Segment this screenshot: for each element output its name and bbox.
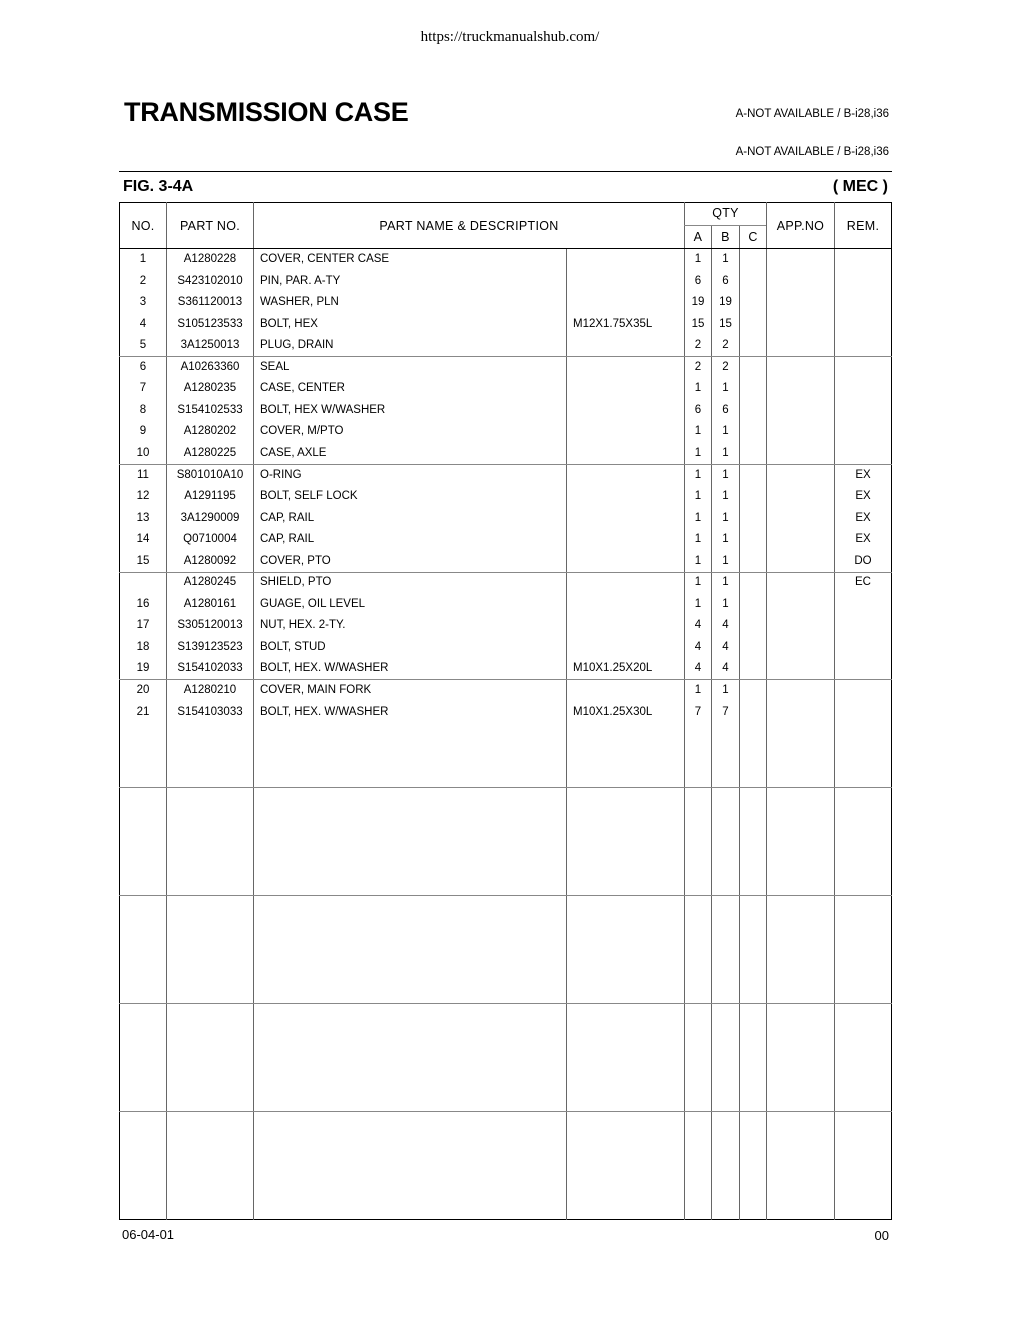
cell-no: 9 bbox=[139, 425, 147, 438]
cell-qty-b: 19 bbox=[719, 296, 732, 309]
cell-qty-a: 1 bbox=[694, 533, 702, 546]
cell-no: 10 bbox=[136, 446, 150, 459]
cell-qty-b: 1 bbox=[722, 597, 729, 610]
header-divider bbox=[119, 171, 892, 172]
table-header-divider bbox=[119, 248, 892, 249]
cell-no: 21 bbox=[136, 705, 150, 718]
cell-qty-a: 15 bbox=[691, 317, 705, 330]
cell-part-name: BOLT, STUD bbox=[260, 640, 326, 653]
cell-part-name: PLUG, DRAIN bbox=[260, 339, 334, 352]
cell-part-no: S801010A10 bbox=[176, 468, 244, 481]
page-url: https://truckmanualshub.com/ bbox=[420, 29, 600, 45]
footer-page-number: 00 bbox=[874, 1228, 889, 1243]
row-group-divider bbox=[119, 1111, 892, 1112]
cell-qty-b: 1 bbox=[722, 446, 729, 459]
cell-part-no: A1280228 bbox=[183, 253, 237, 265]
cell-part-name: BOLT, SELF LOCK bbox=[260, 490, 358, 503]
cell-qty-b: 4 bbox=[722, 640, 729, 653]
column-divider bbox=[253, 202, 254, 1220]
cell-qty-b: 1 bbox=[722, 554, 729, 567]
cell-qty-a: 4 bbox=[694, 662, 702, 675]
footer-date: 06-04-01 bbox=[122, 1227, 175, 1242]
cell-qty-b: 1 bbox=[722, 533, 729, 546]
availability-note-2: A-NOT AVAILABLE / B-i28,i36 bbox=[735, 146, 889, 158]
cell-qty-a: 4 bbox=[694, 619, 702, 632]
cell-part-no: S105123533 bbox=[177, 317, 243, 330]
header-qty: QTY bbox=[712, 206, 739, 220]
cell-qty-a: 6 bbox=[694, 403, 702, 416]
column-divider bbox=[766, 202, 767, 1220]
cell-no: 16 bbox=[136, 597, 150, 610]
cell-part-no: A1280202 bbox=[183, 425, 237, 438]
row-group-divider bbox=[119, 787, 892, 788]
cell-qty-b: 2 bbox=[722, 360, 729, 373]
cell-no: 11 bbox=[137, 468, 149, 481]
cell-rem: EX bbox=[855, 511, 871, 524]
cell-qty-a: 1 bbox=[694, 511, 702, 524]
cell-qty-a: 1 bbox=[694, 684, 702, 696]
cell-rem: DO bbox=[854, 554, 872, 567]
cell-part-no: S154102533 bbox=[177, 403, 243, 416]
cell-part-name: COVER, CENTER CASE bbox=[260, 253, 390, 265]
cell-part-name: SEAL bbox=[260, 360, 290, 373]
cell-qty-b: 1 bbox=[722, 490, 729, 503]
column-divider bbox=[711, 226, 712, 1220]
cell-no: 2 bbox=[139, 274, 147, 287]
cell-no: 4 bbox=[139, 317, 147, 330]
cell-spec: M10X1.25X30L bbox=[573, 705, 653, 718]
cell-part-name: CASE, CENTER bbox=[260, 382, 345, 395]
cell-part-name: WASHER, PLN bbox=[260, 296, 339, 309]
cell-qty-b: 1 bbox=[722, 511, 729, 524]
cell-part-no: S305120013 bbox=[177, 619, 243, 632]
header-no: NO. bbox=[131, 219, 155, 233]
cell-part-no: A1280225 bbox=[183, 446, 237, 459]
cell-rem: EC bbox=[855, 576, 871, 589]
cell-part-no: A1280235 bbox=[183, 382, 237, 395]
cell-qty-b: 1 bbox=[722, 468, 729, 481]
cell-no: 17 bbox=[136, 619, 150, 632]
cell-part-no: 3A1250013 bbox=[180, 339, 240, 352]
cell-part-no: A1280210 bbox=[183, 684, 237, 696]
cell-qty-a: 7 bbox=[694, 705, 702, 718]
header-qty-c: C bbox=[748, 230, 758, 244]
column-divider bbox=[566, 249, 567, 1220]
cell-rem: EX bbox=[855, 490, 871, 503]
cell-spec: M12X1.75X35L bbox=[573, 317, 653, 330]
section-label: ( MEC ) bbox=[832, 178, 888, 195]
cell-part-name: BOLT, HEX W/WASHER bbox=[260, 403, 386, 416]
cell-part-no: A10263360 bbox=[180, 360, 240, 373]
header-rem: REM. bbox=[846, 219, 880, 233]
cell-no: 20 bbox=[136, 684, 150, 696]
cell-no: 18 bbox=[136, 640, 150, 653]
cell-no: 1 bbox=[139, 253, 147, 265]
row-group-divider bbox=[119, 356, 892, 357]
cell-part-name: COVER, M/PTO bbox=[260, 425, 344, 438]
cell-no: 6 bbox=[139, 360, 147, 373]
header-part-no: PART NO. bbox=[179, 219, 241, 233]
cell-part-no: A1280161 bbox=[183, 597, 237, 610]
cell-part-name: CAP, RAIL bbox=[260, 511, 315, 524]
header-qty-b: B bbox=[721, 230, 730, 244]
cell-no: 7 bbox=[139, 382, 147, 395]
cell-qty-a: 2 bbox=[694, 339, 702, 352]
cell-part-name: GUAGE, OIL LEVEL bbox=[260, 597, 366, 610]
cell-part-name: PIN, PAR. A-TY bbox=[260, 274, 341, 287]
column-divider bbox=[739, 226, 740, 1220]
cell-qty-b: 1 bbox=[722, 382, 729, 395]
cell-part-no: Q0710004 bbox=[183, 533, 237, 546]
cell-qty-a: 1 bbox=[694, 382, 702, 395]
cell-no: 14 bbox=[136, 533, 150, 546]
qty-subheader-divider bbox=[684, 225, 766, 226]
cell-qty-a: 1 bbox=[694, 490, 702, 503]
cell-qty-a: 2 bbox=[694, 360, 702, 373]
cell-qty-b: 6 bbox=[722, 403, 729, 416]
cell-qty-b: 1 bbox=[722, 684, 729, 696]
cell-no: 13 bbox=[136, 511, 150, 524]
cell-part-no: S154103033 bbox=[177, 705, 243, 718]
row-group-divider bbox=[119, 895, 892, 896]
page-title: TRANSMISSION CASE bbox=[124, 97, 409, 127]
cell-part-name: COVER, PTO bbox=[260, 554, 331, 567]
cell-rem: EX bbox=[855, 468, 871, 481]
cell-part-no: A1291195 bbox=[184, 490, 236, 503]
header-qty-a: A bbox=[693, 230, 703, 244]
cell-qty-b: 15 bbox=[719, 317, 732, 330]
cell-part-no: 3A1290009 bbox=[180, 511, 240, 524]
cell-qty-a: 1 bbox=[694, 425, 702, 438]
cell-qty-b: 2 bbox=[722, 339, 729, 352]
row-group-divider bbox=[119, 572, 892, 573]
cell-part-name: SHIELD, PTO bbox=[260, 576, 332, 589]
cell-no: 8 bbox=[139, 403, 147, 416]
cell-part-no: S154102033 bbox=[177, 662, 243, 675]
cell-no: 15 bbox=[136, 554, 150, 567]
cell-part-name: CAP, RAIL bbox=[260, 533, 315, 546]
cell-qty-b: 7 bbox=[722, 705, 729, 718]
cell-no: 12 bbox=[136, 490, 150, 503]
cell-part-no: A1280245 bbox=[183, 576, 237, 589]
header-part-name: PART NAME & DESCRIPTION bbox=[379, 219, 559, 233]
cell-qty-b: 1 bbox=[722, 253, 729, 265]
row-group-divider bbox=[119, 1003, 892, 1004]
cell-part-no: S361120013 bbox=[177, 296, 243, 309]
cell-qty-a: 1 bbox=[694, 446, 702, 459]
cell-qty-a: 4 bbox=[694, 640, 702, 653]
cell-qty-b: 1 bbox=[722, 425, 729, 438]
cell-part-no: A1280092 bbox=[183, 554, 237, 567]
cell-qty-a: 1 bbox=[694, 468, 702, 481]
figure-label: FIG. 3-4A bbox=[123, 178, 194, 195]
cell-qty-a: 1 bbox=[694, 576, 702, 589]
row-group-divider bbox=[119, 679, 892, 680]
cell-part-no: S139123523 bbox=[177, 640, 243, 653]
cell-qty-a: 1 bbox=[694, 253, 702, 265]
cell-no: 3 bbox=[139, 296, 147, 309]
cell-part-no: S423102010 bbox=[177, 274, 243, 287]
row-group-divider bbox=[119, 464, 892, 465]
cell-qty-b: 4 bbox=[722, 619, 729, 632]
cell-qty-a: 6 bbox=[694, 274, 702, 287]
cell-no: 19 bbox=[136, 662, 150, 675]
cell-spec: M10X1.25X20L bbox=[573, 662, 653, 675]
cell-qty-b: 4 bbox=[722, 662, 729, 675]
cell-qty-b: 6 bbox=[722, 274, 729, 287]
cell-part-name: NUT, HEX. 2-TY. bbox=[260, 619, 346, 632]
availability-note-1: A-NOT AVAILABLE / B-i28,i36 bbox=[735, 108, 889, 120]
cell-no: 5 bbox=[139, 339, 147, 352]
cell-part-name: COVER, MAIN FORK bbox=[260, 684, 372, 696]
header-app-no: APP.NO bbox=[776, 219, 825, 233]
cell-part-name: CASE, AXLE bbox=[260, 446, 327, 459]
cell-part-name: BOLT, HEX bbox=[260, 317, 318, 330]
cell-qty-a: 1 bbox=[694, 597, 702, 610]
cell-part-name: O-RING bbox=[260, 468, 302, 481]
cell-part-name: BOLT, HEX. W/WASHER bbox=[260, 662, 389, 675]
cell-qty-a: 1 bbox=[694, 554, 702, 567]
cell-qty-a: 19 bbox=[691, 296, 705, 309]
cell-qty-b: 1 bbox=[722, 576, 729, 589]
cell-rem: EX bbox=[855, 533, 871, 546]
column-divider bbox=[834, 202, 835, 1220]
cell-part-name: BOLT, HEX. W/WASHER bbox=[260, 705, 389, 718]
